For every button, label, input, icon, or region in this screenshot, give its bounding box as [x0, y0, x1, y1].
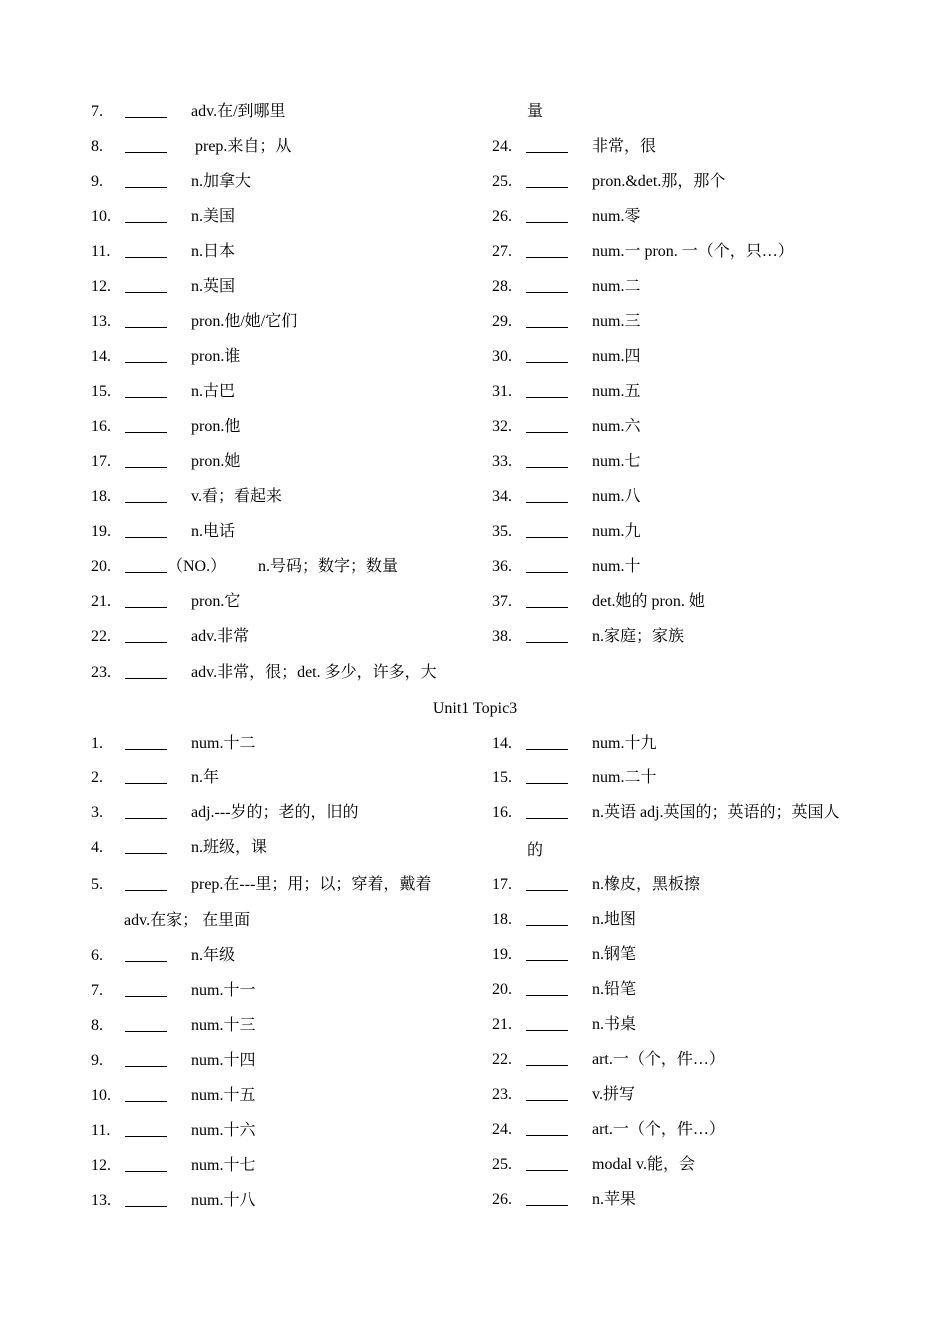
- item-definition: num.一 pron. 一（个，只…）: [592, 243, 794, 260]
- item-number: 25.: [492, 173, 512, 190]
- item-number: 12.: [91, 278, 111, 295]
- item-definition: num.十九: [592, 735, 657, 752]
- item-definition: n.电话: [191, 523, 236, 540]
- item-number: 9.: [91, 173, 103, 190]
- item-definition: num.三: [592, 313, 641, 330]
- item-number: 9.: [91, 1052, 103, 1069]
- item-definition: num.二十: [592, 769, 657, 786]
- item-definition: n.古巴: [191, 383, 236, 400]
- item-definition: num.九: [592, 523, 641, 540]
- item-definition: num.十三: [191, 1017, 256, 1034]
- answer-blank[interactable]: [526, 995, 568, 996]
- answer-blank[interactable]: [526, 152, 568, 153]
- item-definition: num.六: [592, 418, 641, 435]
- answer-blank[interactable]: [526, 960, 568, 961]
- continuation-text: 量: [527, 103, 544, 120]
- item-number: 19.: [91, 523, 111, 540]
- item-definition: adv.非常: [191, 628, 250, 645]
- item-definition: n.英语 adj.英国的；英语的；英国人: [592, 804, 840, 821]
- item-number: 4.: [91, 839, 103, 856]
- item-number: 30.: [492, 348, 512, 365]
- answer-blank[interactable]: [526, 397, 568, 398]
- item-number: 17.: [492, 876, 512, 893]
- item-number: 14.: [91, 348, 111, 365]
- item-definition: num.十四: [191, 1052, 256, 1069]
- answer-blank[interactable]: [125, 1206, 167, 1207]
- item-definition: num.十: [592, 558, 641, 575]
- item-definition: adv.在/到哪里: [191, 103, 286, 120]
- item-number: 19.: [492, 946, 512, 963]
- answer-blank[interactable]: [526, 1170, 568, 1171]
- item-definition: num.二: [592, 278, 641, 295]
- continuation-text: 的: [527, 842, 544, 859]
- item-definition: num.零: [592, 208, 641, 225]
- item-definition: art.一（个，件…）: [592, 1051, 725, 1068]
- item-number: 15.: [91, 383, 111, 400]
- item-definition: pron.他/她/它们: [191, 313, 298, 330]
- item-definition: num.八: [592, 488, 641, 505]
- answer-blank[interactable]: [526, 502, 568, 503]
- answer-blank[interactable]: [526, 642, 568, 643]
- item-definition: n.英国: [191, 278, 236, 295]
- item-number: 8.: [91, 138, 103, 155]
- item-definition: num.十七: [191, 1157, 256, 1174]
- answer-blank[interactable]: [526, 572, 568, 573]
- item-number: 10.: [91, 1087, 111, 1104]
- answer-blank[interactable]: [526, 1135, 568, 1136]
- item-number: 20.: [91, 558, 111, 575]
- item-number: 22.: [91, 628, 111, 645]
- item-definition: n.日本: [191, 243, 236, 260]
- item-number: 13.: [91, 313, 111, 330]
- item-definition: n.号码；数字；数量: [258, 558, 399, 575]
- item-definition: num.七: [592, 453, 641, 470]
- answer-blank[interactable]: [526, 327, 568, 328]
- item-definition: n.苹果: [592, 1191, 637, 1208]
- item-number: 5.: [91, 876, 103, 893]
- item-definition: n.加拿大: [191, 173, 252, 190]
- item-definition: pron.&det.那，那个: [592, 173, 726, 190]
- item-number: 23.: [91, 664, 111, 681]
- item-number: 16.: [91, 418, 111, 435]
- item-definition: pron.她: [191, 453, 241, 470]
- item-definition: num.十一: [191, 982, 256, 999]
- item-definition: art.一（个，件…）: [592, 1121, 725, 1138]
- answer-blank[interactable]: [526, 607, 568, 608]
- item-definition: prep.在---里；用；以；穿着，戴着: [191, 876, 432, 893]
- item-number: 38.: [492, 628, 512, 645]
- answer-blank[interactable]: [526, 1100, 568, 1101]
- answer-blank[interactable]: [125, 1031, 167, 1032]
- answer-blank[interactable]: [526, 1205, 568, 1206]
- item-number: 17.: [91, 453, 111, 470]
- answer-blank[interactable]: [125, 642, 167, 643]
- answer-blank[interactable]: [526, 257, 568, 258]
- answer-blank[interactable]: [125, 818, 167, 819]
- item-number: 20.: [492, 981, 512, 998]
- item-number: 16.: [492, 804, 512, 821]
- answer-blank[interactable]: [526, 1030, 568, 1031]
- item-definition: n.书桌: [592, 1016, 637, 1033]
- answer-blank[interactable]: [526, 818, 568, 819]
- item-number: 31.: [492, 383, 512, 400]
- section-title: Unit1 Topic3: [432, 700, 518, 717]
- answer-blank[interactable]: [125, 292, 167, 293]
- item-definition: n.铅笔: [592, 981, 637, 998]
- answer-blank[interactable]: [125, 853, 167, 854]
- item-number: 23.: [492, 1086, 512, 1103]
- answer-blank[interactable]: [526, 749, 568, 750]
- abbreviation-note: （NO.）: [167, 558, 227, 575]
- item-definition: pron.谁: [191, 348, 241, 365]
- answer-blank[interactable]: [125, 1171, 167, 1172]
- item-number: 29.: [492, 313, 512, 330]
- item-definition: v.看；看起来: [191, 488, 282, 505]
- item-definition: num.十五: [191, 1087, 256, 1104]
- item-number: 34.: [492, 488, 512, 505]
- item-number: 26.: [492, 1191, 512, 1208]
- answer-blank[interactable]: [125, 537, 167, 538]
- answer-blank[interactable]: [125, 327, 167, 328]
- item-number: 24.: [492, 1121, 512, 1138]
- answer-blank[interactable]: [125, 1066, 167, 1067]
- answer-blank[interactable]: [526, 890, 568, 891]
- answer-blank[interactable]: [125, 1136, 167, 1137]
- answer-blank[interactable]: [125, 996, 167, 997]
- answer-blank[interactable]: [125, 749, 167, 750]
- item-number: 37.: [492, 593, 512, 610]
- answer-blank[interactable]: [125, 117, 167, 118]
- answer-blank[interactable]: [125, 783, 167, 784]
- item-number: 18.: [91, 488, 111, 505]
- item-number: 18.: [492, 911, 512, 928]
- answer-blank[interactable]: [125, 187, 167, 188]
- item-definition: n.橡皮，黑板擦: [592, 876, 701, 893]
- item-number: 13.: [91, 1192, 111, 1209]
- answer-blank[interactable]: [526, 292, 568, 293]
- item-number: 1.: [91, 735, 103, 752]
- answer-blank[interactable]: [125, 397, 167, 398]
- answer-blank[interactable]: [125, 1101, 167, 1102]
- item-definition: n.美国: [191, 208, 236, 225]
- item-number: 36.: [492, 558, 512, 575]
- item-definition: n.年级: [191, 947, 236, 964]
- item-number: 2.: [91, 769, 103, 786]
- answer-blank[interactable]: [526, 467, 568, 468]
- answer-blank[interactable]: [526, 925, 568, 926]
- item-number: 21.: [492, 1016, 512, 1033]
- answer-blank[interactable]: [526, 1065, 568, 1066]
- item-number: 15.: [492, 769, 512, 786]
- item-definition: n.地图: [592, 911, 637, 928]
- item-definition: n.家庭；家族: [592, 628, 685, 645]
- item-definition: num.四: [592, 348, 641, 365]
- answer-blank[interactable]: [125, 257, 167, 258]
- answer-blank[interactable]: [526, 362, 568, 363]
- item-number: 12.: [91, 1157, 111, 1174]
- answer-blank[interactable]: [125, 362, 167, 363]
- item-definition: v.拼写: [592, 1086, 635, 1103]
- item-number: 11.: [91, 1122, 111, 1139]
- item-number: 21.: [91, 593, 111, 610]
- item-number: 33.: [492, 453, 512, 470]
- answer-blank[interactable]: [526, 222, 568, 223]
- item-definition: det.她的 pron. 她: [592, 593, 705, 610]
- item-number: 25.: [492, 1156, 512, 1173]
- item-number: 27.: [492, 243, 512, 260]
- answer-blank[interactable]: [125, 152, 167, 153]
- item-number: 28.: [492, 278, 512, 295]
- answer-blank[interactable]: [125, 572, 167, 573]
- answer-blank[interactable]: [526, 537, 568, 538]
- item-definition: pron.它: [191, 593, 241, 610]
- answer-blank[interactable]: [125, 467, 167, 468]
- item-definition: adv.非常，很；det. 多少，许多，大: [191, 664, 437, 681]
- item-definition: 非常，很: [592, 138, 657, 155]
- item-number: 10.: [91, 208, 111, 225]
- item-definition: pron.他: [191, 418, 241, 435]
- item-definition: num.十六: [191, 1122, 256, 1139]
- answer-blank[interactable]: [125, 432, 167, 433]
- item-number: 22.: [492, 1051, 512, 1068]
- item-number: 14.: [492, 735, 512, 752]
- item-definition: modal v.能，会: [592, 1156, 695, 1173]
- item-definition: prep.来自；从: [191, 138, 292, 155]
- item-number: 3.: [91, 804, 103, 821]
- answer-blank[interactable]: [125, 961, 167, 962]
- item-definition: num.十八: [191, 1192, 256, 1209]
- answer-blank[interactable]: [125, 678, 167, 679]
- item-definition: adj.---岁的；老的，旧的: [191, 804, 359, 821]
- item-number: 7.: [91, 982, 103, 999]
- item-definition: n.年: [191, 769, 220, 786]
- answer-blank[interactable]: [125, 222, 167, 223]
- item-number: 32.: [492, 418, 512, 435]
- answer-blank[interactable]: [526, 432, 568, 433]
- item-definition: n.班级，课: [191, 839, 268, 856]
- answer-blank[interactable]: [125, 502, 167, 503]
- item-definition: num.十二: [191, 735, 256, 752]
- answer-blank[interactable]: [125, 607, 167, 608]
- item-number: 26.: [492, 208, 512, 225]
- continuation-text: adv.在家； 在里面: [124, 912, 251, 929]
- answer-blank[interactable]: [526, 187, 568, 188]
- item-number: 7.: [91, 103, 103, 120]
- item-definition: n.钢笔: [592, 946, 637, 963]
- item-number: 11.: [91, 243, 111, 260]
- item-number: 6.: [91, 947, 103, 964]
- item-number: 35.: [492, 523, 512, 540]
- item-number: 24.: [492, 138, 512, 155]
- answer-blank[interactable]: [526, 783, 568, 784]
- item-number: 8.: [91, 1017, 103, 1034]
- item-definition: num.五: [592, 383, 641, 400]
- answer-blank[interactable]: [125, 890, 167, 891]
